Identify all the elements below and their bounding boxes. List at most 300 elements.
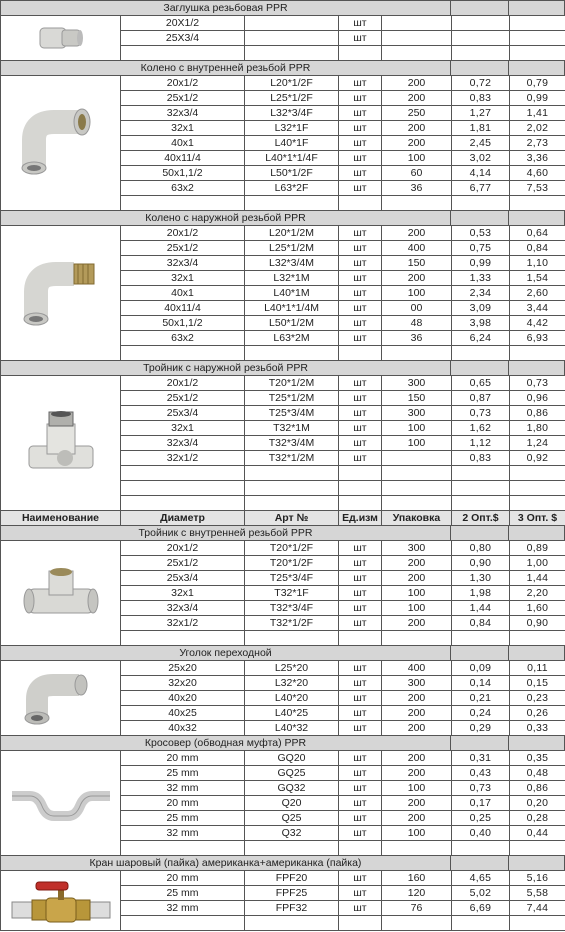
title-empty-cell bbox=[451, 736, 509, 750]
price-opt3-cell: 1,80 bbox=[510, 421, 565, 435]
pack-cell bbox=[382, 16, 452, 30]
pack-cell bbox=[382, 451, 452, 465]
section-title: Уголок переходной bbox=[1, 646, 451, 660]
price-opt2-cell: 0,40 bbox=[452, 826, 510, 840]
price-opt3-cell: 2,02 bbox=[510, 121, 565, 135]
ball-valve-image bbox=[1, 871, 121, 931]
price-opt3-cell: 7,53 bbox=[510, 181, 565, 195]
title-empty-cell bbox=[509, 211, 565, 225]
article-cell: T25*3/4F bbox=[245, 571, 339, 585]
article-cell: FPF25 bbox=[245, 886, 339, 900]
article-cell: L50*1/2F bbox=[245, 166, 339, 180]
diameter-cell: 25x20 bbox=[121, 661, 245, 675]
diameter-cell: 40x1 bbox=[121, 136, 245, 150]
pack-cell: 200 bbox=[382, 271, 452, 285]
product-group bbox=[1, 541, 565, 646]
unit-cell: шт bbox=[339, 901, 382, 915]
empty-cell bbox=[121, 631, 245, 645]
article-cell: L40*25 bbox=[245, 706, 339, 720]
pack-cell: 200 bbox=[382, 751, 452, 765]
header-opt2: 2 Опт.$ bbox=[452, 511, 510, 525]
pack-cell: 200 bbox=[382, 796, 452, 810]
article-cell: L40*20 bbox=[245, 691, 339, 705]
article-cell: L32*3/4F bbox=[245, 106, 339, 120]
product-rows bbox=[121, 661, 565, 736]
title-empty-cell bbox=[451, 856, 509, 870]
diameter-cell: 40x20 bbox=[121, 691, 245, 705]
title-empty-cell bbox=[509, 646, 565, 660]
empty-cell bbox=[510, 346, 565, 360]
unit-cell: шт bbox=[339, 826, 382, 840]
diameter-cell: 40x32 bbox=[121, 721, 245, 735]
section-title-row bbox=[1, 856, 565, 871]
article-cell: L40*32 bbox=[245, 721, 339, 735]
diameter-cell: 32 mm bbox=[121, 781, 245, 795]
price-opt2-cell: 1,44 bbox=[452, 601, 510, 615]
section-title-row bbox=[1, 736, 565, 751]
header-opt3: 3 Опт. $ bbox=[510, 511, 565, 525]
pack-cell: 36 bbox=[382, 181, 452, 195]
empty-cell bbox=[382, 466, 452, 480]
table-row bbox=[121, 676, 565, 691]
price-opt3-cell: 2,73 bbox=[510, 136, 565, 150]
title-empty-cell bbox=[451, 526, 509, 540]
price-opt3-cell bbox=[510, 31, 565, 45]
article-cell: L32*1F bbox=[245, 121, 339, 135]
empty-cell bbox=[510, 916, 565, 930]
diameter-cell: 32x1 bbox=[121, 421, 245, 435]
table-row bbox=[121, 601, 565, 616]
price-opt3-cell: 2,20 bbox=[510, 586, 565, 600]
price-opt3-cell: 0,73 bbox=[510, 376, 565, 390]
pack-cell: 300 bbox=[382, 541, 452, 555]
unit-cell: шт bbox=[339, 541, 382, 555]
price-opt3-cell: 0,28 bbox=[510, 811, 565, 825]
product-group bbox=[1, 871, 565, 931]
section-title-row bbox=[1, 1, 565, 16]
diameter-cell: 32x1/2 bbox=[121, 616, 245, 630]
diameter-cell: 32 mm bbox=[121, 826, 245, 840]
empty-cell bbox=[382, 481, 452, 495]
header-unit: Ед.изм bbox=[339, 511, 382, 525]
price-opt2-cell bbox=[452, 16, 510, 30]
unit-cell: шт bbox=[339, 721, 382, 735]
price-opt2-cell: 5,02 bbox=[452, 886, 510, 900]
table-row bbox=[121, 241, 565, 256]
empty-cell bbox=[245, 631, 339, 645]
diameter-cell: 32x3/4 bbox=[121, 256, 245, 270]
price-opt3-cell: 0,92 bbox=[510, 451, 565, 465]
empty-row bbox=[121, 46, 565, 61]
crossover-image bbox=[1, 751, 121, 856]
product-rows bbox=[121, 226, 565, 361]
diameter-cell: 32x1 bbox=[121, 271, 245, 285]
empty-cell bbox=[121, 916, 245, 930]
price-opt2-cell: 0,87 bbox=[452, 391, 510, 405]
unit-cell: шт bbox=[339, 391, 382, 405]
empty-cell bbox=[452, 346, 510, 360]
price-opt2-cell: 3,98 bbox=[452, 316, 510, 330]
unit-cell: шт bbox=[339, 766, 382, 780]
table-row bbox=[121, 541, 565, 556]
article-cell: L32*3/4M bbox=[245, 256, 339, 270]
price-opt2-cell: 1,81 bbox=[452, 121, 510, 135]
price-opt3-cell: 0,20 bbox=[510, 796, 565, 810]
header-art: Арт № bbox=[245, 511, 339, 525]
empty-cell bbox=[121, 481, 245, 495]
diameter-cell: 40x1 bbox=[121, 286, 245, 300]
empty-row bbox=[121, 916, 565, 931]
unit-cell: шт bbox=[339, 421, 382, 435]
empty-row bbox=[121, 346, 565, 361]
price-opt3-cell: 4,42 bbox=[510, 316, 565, 330]
table-row bbox=[121, 376, 565, 391]
unit-cell: шт bbox=[339, 556, 382, 570]
table-row bbox=[121, 31, 565, 46]
article-cell: L50*1/2M bbox=[245, 316, 339, 330]
header-diameter: Диаметр bbox=[121, 511, 245, 525]
price-opt2-cell: 0,99 bbox=[452, 256, 510, 270]
article-cell bbox=[245, 31, 339, 45]
section-title: Тройник с наружной резьбой PPR bbox=[1, 361, 451, 375]
price-opt3-cell: 3,36 bbox=[510, 151, 565, 165]
article-cell: T20*1/2M bbox=[245, 376, 339, 390]
product-rows bbox=[121, 751, 565, 856]
male-tee-image bbox=[1, 376, 121, 511]
diameter-cell: 32x3/4 bbox=[121, 436, 245, 450]
empty-cell bbox=[510, 841, 565, 855]
article-cell: GQ25 bbox=[245, 766, 339, 780]
product-group bbox=[1, 661, 565, 736]
header-pack: Упаковка bbox=[382, 511, 452, 525]
table-row bbox=[121, 871, 565, 886]
title-empty-cell bbox=[451, 1, 509, 15]
pack-cell: 200 bbox=[382, 76, 452, 90]
article-cell: Q32 bbox=[245, 826, 339, 840]
table-row bbox=[121, 436, 565, 451]
empty-cell bbox=[510, 196, 565, 210]
price-opt2-cell: 0,24 bbox=[452, 706, 510, 720]
section-title: Кросовер (обводная муфта) PPR bbox=[1, 736, 451, 750]
pack-cell: 00 bbox=[382, 301, 452, 315]
unit-cell: шт bbox=[339, 166, 382, 180]
empty-cell bbox=[510, 496, 565, 510]
diameter-cell: 32x1 bbox=[121, 586, 245, 600]
unit-cell: шт bbox=[339, 16, 382, 30]
empty-cell bbox=[339, 46, 382, 60]
table-row bbox=[121, 901, 565, 916]
article-cell: L25*1/2M bbox=[245, 241, 339, 255]
diameter-cell: 25x1/2 bbox=[121, 241, 245, 255]
product-group bbox=[1, 751, 565, 856]
empty-cell bbox=[339, 481, 382, 495]
unit-cell: шт bbox=[339, 376, 382, 390]
price-opt3-cell: 1,24 bbox=[510, 436, 565, 450]
title-empty-cell bbox=[509, 1, 565, 15]
diameter-cell: 20x1/2 bbox=[121, 376, 245, 390]
pack-cell: 150 bbox=[382, 256, 452, 270]
empty-cell bbox=[452, 481, 510, 495]
section-title-row bbox=[1, 61, 565, 76]
unit-cell: шт bbox=[339, 616, 382, 630]
pack-cell: 36 bbox=[382, 331, 452, 345]
article-cell bbox=[245, 16, 339, 30]
article-cell: T25*1/2M bbox=[245, 391, 339, 405]
table-row bbox=[121, 421, 565, 436]
pack-cell: 200 bbox=[382, 121, 452, 135]
unit-cell: шт bbox=[339, 871, 382, 885]
article-cell: T32*1M bbox=[245, 421, 339, 435]
table-row bbox=[121, 76, 565, 91]
pack-cell: 200 bbox=[382, 616, 452, 630]
empty-cell bbox=[452, 196, 510, 210]
diameter-cell: 40x11/4 bbox=[121, 151, 245, 165]
price-opt2-cell: 0,29 bbox=[452, 721, 510, 735]
table-row bbox=[121, 661, 565, 676]
empty-cell bbox=[121, 196, 245, 210]
title-empty-cell bbox=[451, 211, 509, 225]
empty-cell bbox=[452, 46, 510, 60]
diameter-cell: 20x1/2 bbox=[121, 226, 245, 240]
empty-cell bbox=[245, 916, 339, 930]
price-opt2-cell: 6,69 bbox=[452, 901, 510, 915]
article-cell: L40*1F bbox=[245, 136, 339, 150]
price-opt2-cell: 1,33 bbox=[452, 271, 510, 285]
table-row bbox=[121, 256, 565, 271]
pack-cell: 100 bbox=[382, 601, 452, 615]
price-opt3-cell: 5,16 bbox=[510, 871, 565, 885]
price-opt3-cell: 0,86 bbox=[510, 406, 565, 420]
empty-cell bbox=[245, 481, 339, 495]
article-cell: FPF20 bbox=[245, 871, 339, 885]
pack-cell: 48 bbox=[382, 316, 452, 330]
article-cell: L20*1/2F bbox=[245, 76, 339, 90]
price-opt3-cell: 5,58 bbox=[510, 886, 565, 900]
price-opt3-cell: 0,33 bbox=[510, 721, 565, 735]
table-row bbox=[121, 286, 565, 301]
unit-cell: шт bbox=[339, 571, 382, 585]
empty-cell bbox=[382, 346, 452, 360]
product-rows bbox=[121, 16, 565, 61]
price-opt3-cell: 0,48 bbox=[510, 766, 565, 780]
price-opt2-cell: 0,17 bbox=[452, 796, 510, 810]
diameter-cell: 25 mm bbox=[121, 811, 245, 825]
title-empty-cell bbox=[451, 646, 509, 660]
diameter-cell: 20 mm bbox=[121, 751, 245, 765]
unit-cell: шт bbox=[339, 691, 382, 705]
price-opt2-cell: 0,65 bbox=[452, 376, 510, 390]
table-row bbox=[121, 331, 565, 346]
price-opt3-cell: 0,86 bbox=[510, 781, 565, 795]
table-row bbox=[121, 181, 565, 196]
diameter-cell: 63x2 bbox=[121, 331, 245, 345]
product-rows bbox=[121, 541, 565, 646]
empty-cell bbox=[382, 631, 452, 645]
price-opt3-cell: 0,15 bbox=[510, 676, 565, 690]
price-opt2-cell: 4,65 bbox=[452, 871, 510, 885]
empty-cell bbox=[510, 466, 565, 480]
price-opt3-cell: 0,79 bbox=[510, 76, 565, 90]
article-cell: L25*20 bbox=[245, 661, 339, 675]
title-empty-cell bbox=[509, 736, 565, 750]
unit-cell: шт bbox=[339, 601, 382, 615]
product-group bbox=[1, 16, 565, 61]
section-title-row bbox=[1, 211, 565, 226]
unit-cell: шт bbox=[339, 76, 382, 90]
price-opt3-cell: 7,44 bbox=[510, 901, 565, 915]
price-opt3-cell: 0,23 bbox=[510, 691, 565, 705]
price-opt2-cell: 1,12 bbox=[452, 436, 510, 450]
empty-cell bbox=[452, 466, 510, 480]
pack-cell: 120 bbox=[382, 886, 452, 900]
price-opt2-cell: 2,45 bbox=[452, 136, 510, 150]
female-tee-image bbox=[1, 541, 121, 646]
pack-cell: 150 bbox=[382, 391, 452, 405]
price-opt3-cell: 2,60 bbox=[510, 286, 565, 300]
diameter-cell: 25x3/4 bbox=[121, 571, 245, 585]
article-cell: Q25 bbox=[245, 811, 339, 825]
table-row bbox=[121, 151, 565, 166]
unit-cell: шт bbox=[339, 586, 382, 600]
unit-cell: шт bbox=[339, 676, 382, 690]
diameter-cell: 32x1/2 bbox=[121, 451, 245, 465]
article-cell: L32*1M bbox=[245, 271, 339, 285]
diameter-cell: 40x25 bbox=[121, 706, 245, 720]
product-rows bbox=[121, 76, 565, 211]
empty-cell bbox=[382, 46, 452, 60]
article-cell: L63*2M bbox=[245, 331, 339, 345]
diameter-cell: 32x3/4 bbox=[121, 106, 245, 120]
pack-cell: 200 bbox=[382, 691, 452, 705]
price-opt2-cell: 0,72 bbox=[452, 76, 510, 90]
empty-cell bbox=[245, 46, 339, 60]
diameter-cell: 25 mm bbox=[121, 766, 245, 780]
unit-cell: шт bbox=[339, 661, 382, 675]
pack-cell: 400 bbox=[382, 241, 452, 255]
price-opt3-cell: 0,89 bbox=[510, 541, 565, 555]
pack-cell: 100 bbox=[382, 286, 452, 300]
pack-cell: 250 bbox=[382, 106, 452, 120]
pack-cell bbox=[382, 31, 452, 45]
pack-cell: 100 bbox=[382, 151, 452, 165]
pack-cell: 300 bbox=[382, 676, 452, 690]
article-cell: L40*1*1/4F bbox=[245, 151, 339, 165]
pack-cell: 300 bbox=[382, 376, 452, 390]
empty-row bbox=[121, 841, 565, 856]
pack-cell: 100 bbox=[382, 781, 452, 795]
price-opt3-cell: 1,41 bbox=[510, 106, 565, 120]
empty-cell bbox=[121, 346, 245, 360]
article-cell: L32*20 bbox=[245, 676, 339, 690]
empty-cell bbox=[245, 196, 339, 210]
empty-row bbox=[121, 466, 565, 481]
table-row bbox=[121, 121, 565, 136]
pack-cell: 200 bbox=[382, 91, 452, 105]
table-row bbox=[121, 796, 565, 811]
price-opt2-cell: 0,80 bbox=[452, 541, 510, 555]
table-row bbox=[121, 136, 565, 151]
empty-cell bbox=[245, 466, 339, 480]
title-empty-cell bbox=[509, 526, 565, 540]
price-opt3-cell: 0,26 bbox=[510, 706, 565, 720]
empty-cell bbox=[339, 346, 382, 360]
unit-cell: шт bbox=[339, 151, 382, 165]
empty-cell bbox=[452, 496, 510, 510]
title-empty-cell bbox=[451, 361, 509, 375]
article-cell: T20*1/2F bbox=[245, 541, 339, 555]
section-title-row bbox=[1, 361, 565, 376]
table-row bbox=[121, 451, 565, 466]
price-opt2-cell: 0,14 bbox=[452, 676, 510, 690]
article-cell: L20*1/2M bbox=[245, 226, 339, 240]
table-row bbox=[121, 721, 565, 736]
empty-cell bbox=[382, 496, 452, 510]
empty-cell bbox=[510, 481, 565, 495]
table-row bbox=[121, 226, 565, 241]
pack-cell: 400 bbox=[382, 661, 452, 675]
empty-cell bbox=[452, 841, 510, 855]
article-cell: T20*1/2F bbox=[245, 556, 339, 570]
threaded-plug-image bbox=[1, 16, 121, 61]
pack-cell: 100 bbox=[382, 421, 452, 435]
table-row bbox=[121, 766, 565, 781]
unit-cell: шт bbox=[339, 706, 382, 720]
diameter-cell: 50x1,1/2 bbox=[121, 316, 245, 330]
diameter-cell: 25x1/2 bbox=[121, 391, 245, 405]
section-title-row bbox=[1, 526, 565, 541]
empty-row bbox=[121, 631, 565, 646]
price-opt2-cell: 1,62 bbox=[452, 421, 510, 435]
price-opt2-cell: 0,84 bbox=[452, 616, 510, 630]
empty-row bbox=[121, 481, 565, 496]
title-empty-cell bbox=[451, 61, 509, 75]
pack-cell: 200 bbox=[382, 706, 452, 720]
article-cell: GQ32 bbox=[245, 781, 339, 795]
table-row bbox=[121, 166, 565, 181]
empty-row bbox=[121, 196, 565, 211]
unit-cell: шт bbox=[339, 241, 382, 255]
reducing-elbow-image bbox=[1, 661, 121, 736]
price-opt2-cell: 0,83 bbox=[452, 91, 510, 105]
article-cell: T32*3/4F bbox=[245, 601, 339, 615]
pack-cell: 200 bbox=[382, 556, 452, 570]
price-opt3-cell: 0,99 bbox=[510, 91, 565, 105]
diameter-cell: 20x1/2 bbox=[121, 76, 245, 90]
diameter-cell: 20 mm bbox=[121, 796, 245, 810]
article-cell: T32*1/2M bbox=[245, 451, 339, 465]
price-opt3-cell: 1,00 bbox=[510, 556, 565, 570]
empty-cell bbox=[382, 916, 452, 930]
section-title: Заглушка резьбовая PPR bbox=[1, 1, 451, 15]
price-opt2-cell: 0,90 bbox=[452, 556, 510, 570]
diameter-cell: 25x1/2 bbox=[121, 91, 245, 105]
pack-cell: 200 bbox=[382, 766, 452, 780]
price-opt3-cell: 6,93 bbox=[510, 331, 565, 345]
price-opt2-cell: 0,21 bbox=[452, 691, 510, 705]
empty-cell bbox=[121, 466, 245, 480]
female-elbow-image bbox=[1, 76, 121, 211]
diameter-cell: 25X3/4 bbox=[121, 31, 245, 45]
table-row bbox=[121, 271, 565, 286]
price-opt3-cell: 0,35 bbox=[510, 751, 565, 765]
diameter-cell: 25x3/4 bbox=[121, 406, 245, 420]
product-rows bbox=[121, 376, 565, 511]
diameter-cell: 25 mm bbox=[121, 886, 245, 900]
price-opt2-cell: 0,83 bbox=[452, 451, 510, 465]
table-row bbox=[121, 781, 565, 796]
pack-cell: 160 bbox=[382, 871, 452, 885]
pack-cell: 300 bbox=[382, 406, 452, 420]
